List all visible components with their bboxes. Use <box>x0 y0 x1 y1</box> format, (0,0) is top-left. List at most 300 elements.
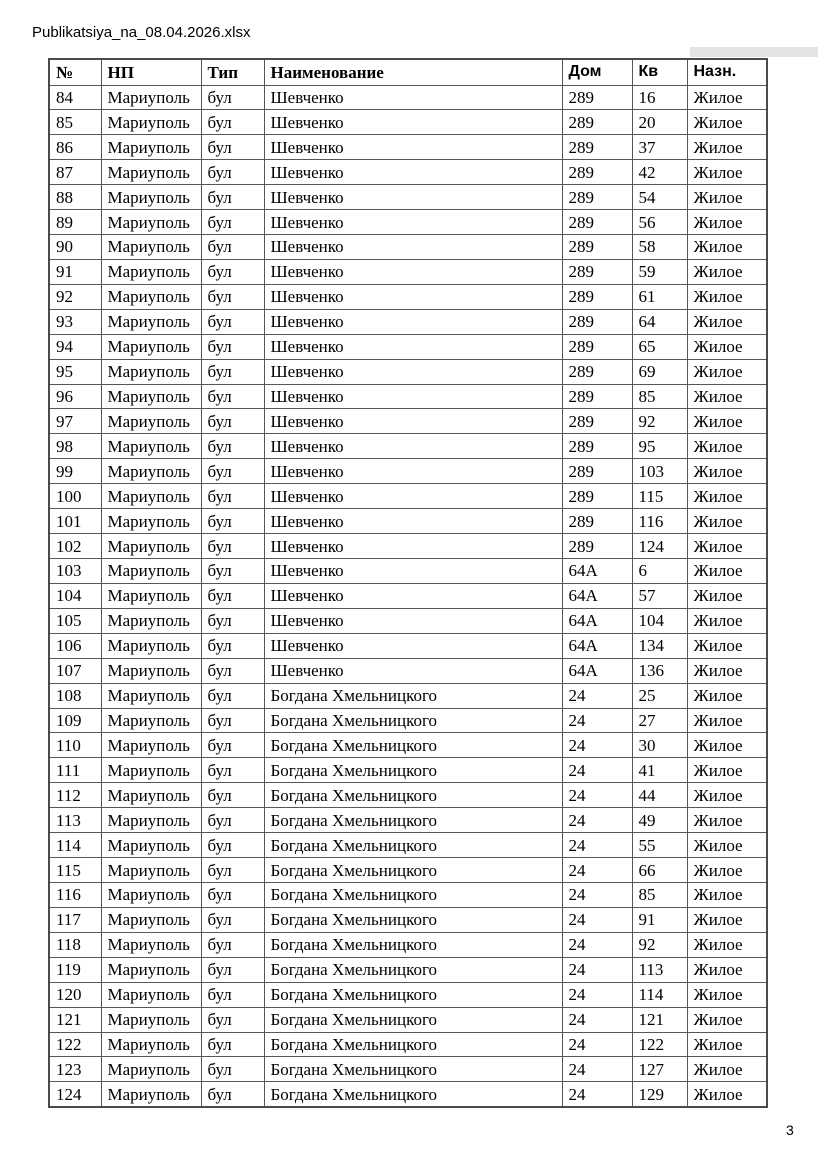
cell-np: Мариуполь <box>101 259 201 284</box>
cell-np: Мариуполь <box>101 1007 201 1032</box>
cell-np: Мариуполь <box>101 783 201 808</box>
cell-name: Богдана Хмельницкого <box>264 982 562 1007</box>
cell-nazn: Жилое <box>687 160 767 185</box>
table-row <box>49 85 767 110</box>
cell-kv: 129 <box>632 1082 687 1107</box>
cell-name: Богдана Хмельницкого <box>264 833 562 858</box>
cell-nazn: Жилое <box>687 982 767 1007</box>
cell-nazn: Жилое <box>687 135 767 160</box>
column-header-name: Наименование <box>264 59 562 85</box>
cell-tip: бул <box>201 583 264 608</box>
cell-num: 108 <box>49 683 101 708</box>
cell-dom: 289 <box>562 284 632 309</box>
header-row <box>49 59 767 85</box>
cell-kv: 37 <box>632 135 687 160</box>
cell-np: Мариуполь <box>101 185 201 210</box>
cell-name: Шевченко <box>264 384 562 409</box>
cell-kv: 64 <box>632 309 687 334</box>
cell-dom: 289 <box>562 110 632 135</box>
table-row <box>49 509 767 534</box>
cell-nazn: Жилое <box>687 758 767 783</box>
column-header-num: № <box>49 59 101 85</box>
cell-np: Мариуполь <box>101 284 201 309</box>
cell-num: 100 <box>49 484 101 509</box>
cell-name: Шевченко <box>264 185 562 210</box>
cell-num: 119 <box>49 957 101 982</box>
cell-tip: бул <box>201 409 264 434</box>
cell-num: 91 <box>49 259 101 284</box>
cell-np: Мариуполь <box>101 658 201 683</box>
table-row <box>49 907 767 932</box>
cell-kv: 69 <box>632 359 687 384</box>
cell-name: Богдана Хмельницкого <box>264 1057 562 1082</box>
cell-nazn: Жилое <box>687 733 767 758</box>
table-head <box>49 59 767 85</box>
cell-dom: 289 <box>562 409 632 434</box>
cell-dom: 64А <box>562 633 632 658</box>
cell-num: 122 <box>49 1032 101 1057</box>
cell-name: Шевченко <box>264 334 562 359</box>
cell-num: 101 <box>49 509 101 534</box>
cell-np: Мариуполь <box>101 583 201 608</box>
cell-nazn: Жилое <box>687 583 767 608</box>
cell-kv: 92 <box>632 932 687 957</box>
cell-nazn: Жилое <box>687 85 767 110</box>
cell-dom: 289 <box>562 185 632 210</box>
cell-nazn: Жилое <box>687 1082 767 1107</box>
cell-dom: 24 <box>562 758 632 783</box>
cell-dom: 64А <box>562 658 632 683</box>
table-row <box>49 982 767 1007</box>
table-row <box>49 708 767 733</box>
cell-np: Мариуполь <box>101 459 201 484</box>
cell-tip: бул <box>201 883 264 908</box>
table-row <box>49 758 767 783</box>
cell-nazn: Жилое <box>687 783 767 808</box>
cell-name: Богдана Хмельницкого <box>264 883 562 908</box>
cell-num: 116 <box>49 883 101 908</box>
cell-nazn: Жилое <box>687 907 767 932</box>
cell-dom: 24 <box>562 708 632 733</box>
cell-kv: 85 <box>632 883 687 908</box>
cell-tip: бул <box>201 484 264 509</box>
cell-tip: бул <box>201 1007 264 1032</box>
cell-num: 106 <box>49 633 101 658</box>
cell-np: Мариуполь <box>101 883 201 908</box>
cell-np: Мариуполь <box>101 210 201 235</box>
cell-nazn: Жилое <box>687 858 767 883</box>
cell-dom: 24 <box>562 733 632 758</box>
table-row <box>49 583 767 608</box>
table-row <box>49 1032 767 1057</box>
table-row <box>49 633 767 658</box>
cell-dom: 289 <box>562 334 632 359</box>
table-row <box>49 883 767 908</box>
cell-dom: 24 <box>562 1082 632 1107</box>
cell-nazn: Жилое <box>687 608 767 633</box>
cell-tip: бул <box>201 608 264 633</box>
table-row <box>49 534 767 559</box>
cell-name: Богдана Хмельницкого <box>264 758 562 783</box>
cell-name: Шевченко <box>264 309 562 334</box>
cell-nazn: Жилое <box>687 484 767 509</box>
cell-dom: 289 <box>562 384 632 409</box>
cell-kv: 95 <box>632 434 687 459</box>
cell-dom: 289 <box>562 434 632 459</box>
cell-tip: бул <box>201 559 264 584</box>
cell-name: Богдана Хмельницкого <box>264 783 562 808</box>
cell-kv: 30 <box>632 733 687 758</box>
cell-name: Богдана Хмельницкого <box>264 858 562 883</box>
cell-dom: 64А <box>562 559 632 584</box>
cell-np: Мариуполь <box>101 85 201 110</box>
cell-num: 95 <box>49 359 101 384</box>
cell-name: Шевченко <box>264 484 562 509</box>
cell-name: Шевченко <box>264 110 562 135</box>
cell-name: Шевченко <box>264 559 562 584</box>
cell-nazn: Жилое <box>687 1007 767 1032</box>
render-artifact-strip <box>690 47 818 57</box>
cell-kv: 104 <box>632 608 687 633</box>
cell-tip: бул <box>201 1082 264 1107</box>
cell-kv: 59 <box>632 259 687 284</box>
cell-tip: бул <box>201 1032 264 1057</box>
cell-num: 103 <box>49 559 101 584</box>
cell-num: 112 <box>49 783 101 808</box>
cell-name: Богдана Хмельницкого <box>264 1032 562 1057</box>
cell-dom: 24 <box>562 858 632 883</box>
cell-num: 84 <box>49 85 101 110</box>
table-row <box>49 1007 767 1032</box>
cell-nazn: Жилое <box>687 1057 767 1082</box>
cell-name: Шевченко <box>264 434 562 459</box>
cell-dom: 24 <box>562 833 632 858</box>
cell-np: Мариуполь <box>101 110 201 135</box>
cell-dom: 24 <box>562 907 632 932</box>
cell-nazn: Жилое <box>687 284 767 309</box>
cell-tip: бул <box>201 783 264 808</box>
table-row <box>49 858 767 883</box>
cell-num: 120 <box>49 982 101 1007</box>
cell-num: 92 <box>49 284 101 309</box>
cell-np: Мариуполь <box>101 982 201 1007</box>
table-row <box>49 409 767 434</box>
cell-num: 85 <box>49 110 101 135</box>
cell-kv: 56 <box>632 210 687 235</box>
cell-dom: 289 <box>562 235 632 260</box>
cell-tip: бул <box>201 160 264 185</box>
cell-np: Мариуполь <box>101 708 201 733</box>
cell-name: Шевченко <box>264 210 562 235</box>
cell-kv: 61 <box>632 284 687 309</box>
cell-np: Мариуполь <box>101 733 201 758</box>
cell-dom: 24 <box>562 808 632 833</box>
cell-nazn: Жилое <box>687 534 767 559</box>
cell-kv: 115 <box>632 484 687 509</box>
table-row <box>49 384 767 409</box>
cell-name: Шевченко <box>264 284 562 309</box>
cell-kv: 65 <box>632 334 687 359</box>
cell-tip: бул <box>201 110 264 135</box>
cell-name: Шевченко <box>264 583 562 608</box>
cell-np: Мариуполь <box>101 907 201 932</box>
cell-dom: 289 <box>562 509 632 534</box>
column-header-nazn: Назн. <box>687 59 767 85</box>
cell-kv: 127 <box>632 1057 687 1082</box>
cell-kv: 27 <box>632 708 687 733</box>
cell-name: Шевченко <box>264 534 562 559</box>
cell-tip: бул <box>201 185 264 210</box>
column-header-kv: Кв <box>632 59 687 85</box>
table-body <box>49 85 767 1107</box>
cell-tip: бул <box>201 235 264 260</box>
cell-dom: 24 <box>562 1032 632 1057</box>
table-row <box>49 210 767 235</box>
cell-dom: 24 <box>562 783 632 808</box>
table-row <box>49 135 767 160</box>
cell-dom: 289 <box>562 484 632 509</box>
table-row <box>49 309 767 334</box>
cell-tip: бул <box>201 957 264 982</box>
column-header-np: НП <box>101 59 201 85</box>
table-row <box>49 1082 767 1107</box>
table-row <box>49 185 767 210</box>
cell-nazn: Жилое <box>687 633 767 658</box>
cell-nazn: Жилое <box>687 658 767 683</box>
cell-dom: 64А <box>562 583 632 608</box>
table-row <box>49 110 767 135</box>
cell-nazn: Жилое <box>687 359 767 384</box>
table-row <box>49 334 767 359</box>
cell-dom: 24 <box>562 982 632 1007</box>
cell-np: Мариуполь <box>101 808 201 833</box>
cell-kv: 122 <box>632 1032 687 1057</box>
cell-np: Мариуполь <box>101 160 201 185</box>
cell-np: Мариуполь <box>101 858 201 883</box>
cell-num: 96 <box>49 384 101 409</box>
cell-np: Мариуполь <box>101 932 201 957</box>
cell-dom: 289 <box>562 85 632 110</box>
cell-tip: бул <box>201 932 264 957</box>
cell-dom: 24 <box>562 1057 632 1082</box>
cell-num: 117 <box>49 907 101 932</box>
cell-name: Богдана Хмельницкого <box>264 932 562 957</box>
cell-num: 102 <box>49 534 101 559</box>
cell-name: Шевченко <box>264 85 562 110</box>
table-row <box>49 434 767 459</box>
table-row <box>49 359 767 384</box>
cell-nazn: Жилое <box>687 683 767 708</box>
cell-dom: 289 <box>562 359 632 384</box>
cell-nazn: Жилое <box>687 259 767 284</box>
table-row <box>49 783 767 808</box>
cell-nazn: Жилое <box>687 409 767 434</box>
cell-num: 88 <box>49 185 101 210</box>
cell-np: Мариуполь <box>101 309 201 334</box>
cell-kv: 42 <box>632 160 687 185</box>
cell-kv: 54 <box>632 185 687 210</box>
cell-nazn: Жилое <box>687 1032 767 1057</box>
cell-np: Мариуполь <box>101 534 201 559</box>
cell-kv: 103 <box>632 459 687 484</box>
cell-num: 124 <box>49 1082 101 1107</box>
column-header-dom: Дом <box>562 59 632 85</box>
cell-tip: бул <box>201 683 264 708</box>
table-row <box>49 932 767 957</box>
cell-nazn: Жилое <box>687 434 767 459</box>
cell-np: Мариуполь <box>101 434 201 459</box>
cell-kv: 49 <box>632 808 687 833</box>
cell-nazn: Жилое <box>687 957 767 982</box>
cell-np: Мариуполь <box>101 1057 201 1082</box>
cell-num: 86 <box>49 135 101 160</box>
cell-np: Мариуполь <box>101 484 201 509</box>
cell-num: 93 <box>49 309 101 334</box>
cell-num: 98 <box>49 434 101 459</box>
cell-kv: 66 <box>632 858 687 883</box>
cell-np: Мариуполь <box>101 758 201 783</box>
cell-num: 118 <box>49 932 101 957</box>
table-row <box>49 808 767 833</box>
cell-kv: 6 <box>632 559 687 584</box>
cell-nazn: Жилое <box>687 808 767 833</box>
cell-num: 87 <box>49 160 101 185</box>
cell-nazn: Жилое <box>687 708 767 733</box>
cell-tip: бул <box>201 334 264 359</box>
cell-kv: 136 <box>632 658 687 683</box>
cell-dom: 24 <box>562 932 632 957</box>
cell-nazn: Жилое <box>687 883 767 908</box>
cell-name: Шевченко <box>264 160 562 185</box>
table-row <box>49 683 767 708</box>
cell-kv: 44 <box>632 783 687 808</box>
cell-name: Богдана Хмельницкого <box>264 708 562 733</box>
cell-name: Шевченко <box>264 608 562 633</box>
table-row <box>49 608 767 633</box>
table-row <box>49 160 767 185</box>
table-row <box>49 833 767 858</box>
publication-table <box>48 58 768 1108</box>
cell-num: 99 <box>49 459 101 484</box>
cell-np: Мариуполь <box>101 235 201 260</box>
cell-kv: 92 <box>632 409 687 434</box>
cell-name: Богдана Хмельницкого <box>264 1082 562 1107</box>
cell-tip: бул <box>201 633 264 658</box>
cell-np: Мариуполь <box>101 334 201 359</box>
cell-num: 97 <box>49 409 101 434</box>
table-row <box>49 459 767 484</box>
cell-tip: бул <box>201 509 264 534</box>
cell-tip: бул <box>201 808 264 833</box>
cell-np: Мариуполь <box>101 359 201 384</box>
cell-num: 123 <box>49 1057 101 1082</box>
cell-dom: 24 <box>562 683 632 708</box>
cell-tip: бул <box>201 259 264 284</box>
cell-tip: бул <box>201 858 264 883</box>
cell-dom: 289 <box>562 210 632 235</box>
cell-num: 94 <box>49 334 101 359</box>
cell-num: 115 <box>49 858 101 883</box>
cell-kv: 116 <box>632 509 687 534</box>
cell-kv: 85 <box>632 384 687 409</box>
page-number: 3 <box>786 1122 794 1138</box>
cell-tip: бул <box>201 309 264 334</box>
table-row <box>49 1057 767 1082</box>
cell-num: 90 <box>49 235 101 260</box>
cell-dom: 64А <box>562 608 632 633</box>
table-row <box>49 284 767 309</box>
cell-kv: 16 <box>632 85 687 110</box>
cell-nazn: Жилое <box>687 334 767 359</box>
cell-tip: бул <box>201 85 264 110</box>
cell-dom: 289 <box>562 534 632 559</box>
cell-dom: 289 <box>562 160 632 185</box>
cell-np: Мариуполь <box>101 633 201 658</box>
cell-dom: 289 <box>562 259 632 284</box>
cell-tip: бул <box>201 708 264 733</box>
cell-nazn: Жилое <box>687 110 767 135</box>
cell-np: Мариуполь <box>101 559 201 584</box>
cell-dom: 24 <box>562 883 632 908</box>
cell-num: 121 <box>49 1007 101 1032</box>
table-row <box>49 559 767 584</box>
cell-kv: 57 <box>632 583 687 608</box>
cell-np: Мариуполь <box>101 135 201 160</box>
cell-np: Мариуполь <box>101 608 201 633</box>
cell-num: 114 <box>49 833 101 858</box>
cell-tip: бул <box>201 733 264 758</box>
cell-np: Мариуполь <box>101 833 201 858</box>
cell-tip: бул <box>201 1057 264 1082</box>
cell-name: Богдана Хмельницкого <box>264 733 562 758</box>
cell-tip: бул <box>201 135 264 160</box>
cell-num: 111 <box>49 758 101 783</box>
cell-name: Шевченко <box>264 135 562 160</box>
cell-kv: 121 <box>632 1007 687 1032</box>
cell-kv: 124 <box>632 534 687 559</box>
cell-name: Шевченко <box>264 409 562 434</box>
cell-num: 109 <box>49 708 101 733</box>
cell-dom: 289 <box>562 459 632 484</box>
cell-tip: бул <box>201 459 264 484</box>
cell-nazn: Жилое <box>687 932 767 957</box>
document-title: Publikatsiya_na_08.04.2026.xlsx <box>32 24 251 41</box>
cell-nazn: Жилое <box>687 185 767 210</box>
cell-tip: бул <box>201 434 264 459</box>
cell-num: 113 <box>49 808 101 833</box>
cell-tip: бул <box>201 284 264 309</box>
cell-num: 107 <box>49 658 101 683</box>
cell-dom: 24 <box>562 1007 632 1032</box>
cell-tip: бул <box>201 210 264 235</box>
cell-kv: 91 <box>632 907 687 932</box>
cell-name: Шевченко <box>264 359 562 384</box>
cell-dom: 289 <box>562 135 632 160</box>
cell-nazn: Жилое <box>687 559 767 584</box>
cell-np: Мариуполь <box>101 384 201 409</box>
table-row <box>49 733 767 758</box>
cell-tip: бул <box>201 833 264 858</box>
cell-name: Богдана Хмельницкого <box>264 808 562 833</box>
table-row <box>49 957 767 982</box>
cell-dom: 24 <box>562 957 632 982</box>
cell-tip: бул <box>201 384 264 409</box>
cell-nazn: Жилое <box>687 509 767 534</box>
cell-kv: 114 <box>632 982 687 1007</box>
cell-nazn: Жилое <box>687 459 767 484</box>
table-row <box>49 235 767 260</box>
cell-tip: бул <box>201 758 264 783</box>
